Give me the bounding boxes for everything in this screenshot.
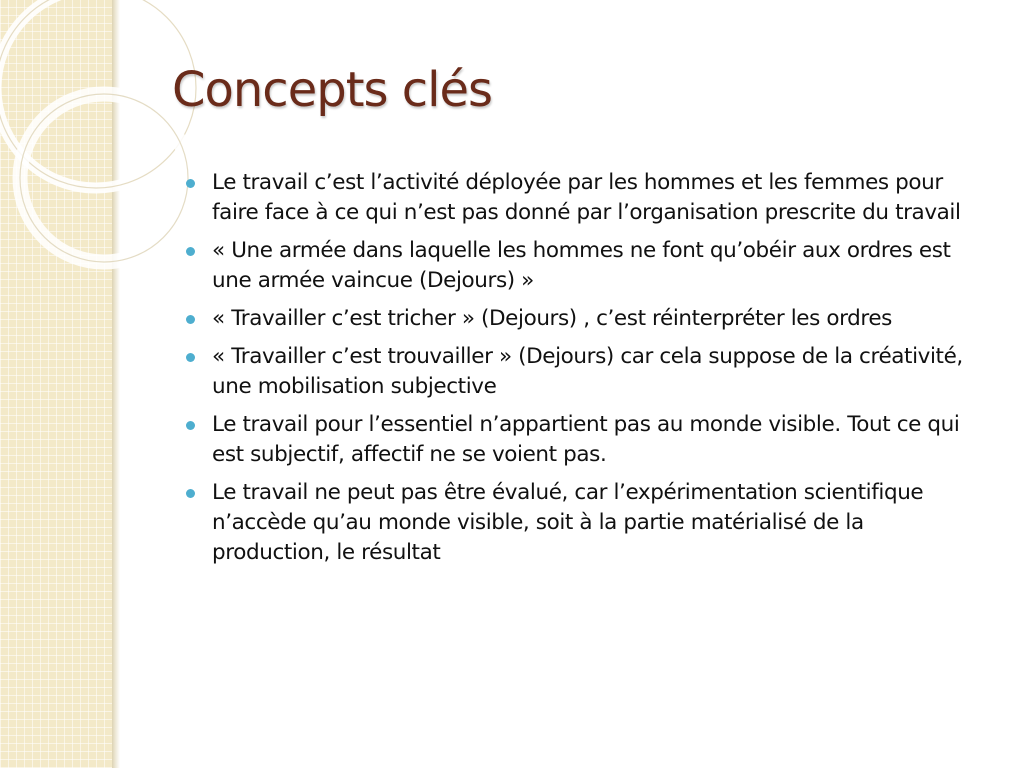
bullet-item <box>186 410 986 470</box>
bullet-item <box>186 342 986 402</box>
bullet-dot-icon <box>186 247 195 256</box>
bullet-text: « Travailler c’est trouvailler » (Dejours) car cela suppose de la créativité, une mobilisation subjective <box>212 344 963 399</box>
bullet-item <box>186 304 986 334</box>
bullet-text: Le travail ne peut pas être évalué, car l’expérimentation scientifique n’accède qu’au monde visible, soit à la partie matérialisé de la production, le résultat <box>212 480 924 565</box>
bullet-text: « Travailler c’est tricher » (Dejours) , c’est réinterpréter les ordres <box>212 306 892 331</box>
bullet-dot-icon <box>186 353 195 362</box>
bullet-dot-icon <box>186 421 195 430</box>
slide-title: Concepts clés <box>172 62 493 118</box>
bullet-item <box>186 168 986 228</box>
bullet-text: Le travail c’est l’activité déployée par les hommes et les femmes pour faire face à ce qui n’est pas donné par l’organisation prescrite du travail <box>212 170 961 225</box>
bullet-item <box>186 236 986 296</box>
bullet-item <box>186 478 986 568</box>
bullet-text: Le travail pour l’essentiel n’appartient pas au monde visible. Tout ce qui est subjectif, affectif ne se voient pas. <box>212 412 960 467</box>
bullet-text: « Une armée dans laquelle les hommes ne font qu’obéir aux ordres est une armée vaincue (Dejours) » <box>212 238 951 293</box>
bullet-dot-icon <box>186 489 195 498</box>
bullet-list <box>186 168 986 576</box>
bullet-dot-icon <box>186 179 195 188</box>
bullet-dot-icon <box>186 315 195 324</box>
